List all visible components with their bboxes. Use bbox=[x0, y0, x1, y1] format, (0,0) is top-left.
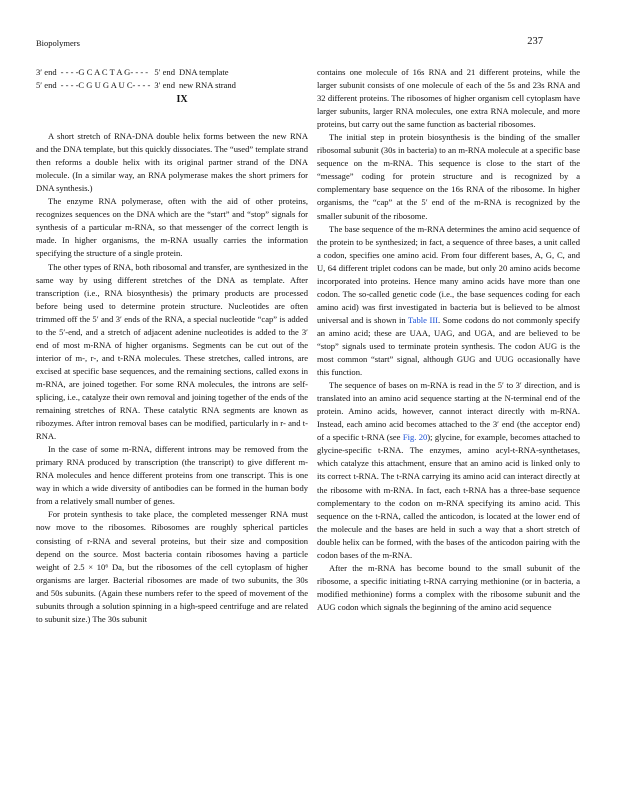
strand-sequence: - - - -G C A C T A G- - - - bbox=[60, 67, 149, 77]
journal-name: Biopolymers bbox=[36, 38, 80, 48]
strand-start: 5′ end bbox=[36, 80, 57, 90]
paragraph-text: . Some codons do not commonly specify an amino acid; these are UAA, UAG, and UGA, and are believed to be “stop” signals used to terminate protein synthesis. The codon AUG is the most common “start” signal, although GUG and UUG occasionally have this function. bbox=[317, 314, 580, 378]
paragraph: In the case of some m-RNA, different introns may be removed from the primary RNA produced by transcription (the transcript) to give different m-RNA molecules and hence different proteins from one transcript. This is one way in which a wide diversity of antibodies can be formed in the human body from a relatively small number of genes. bbox=[36, 444, 308, 507]
strand-label: DNA template bbox=[178, 67, 229, 77]
table-row bbox=[36, 79, 240, 92]
strand-sequence: - - - -C G U G A U C- - - - bbox=[60, 80, 151, 90]
paragraph: The other types of RNA, both ribosomal and transfer, are synthesized in the same way by using different stretches of the DNA as template. After transcription (i.e., RNA biosynthesis) the primary products are processed before being used to determine protein structure. Nucleotides are often trimmed off the 5′ and 3′ ends of the RNA, a special nucleotide “cap” is added to the 5′-end, and a stretch of adjacent adenine nucleotides is added to the 3′ end of most m-RNA of higher organisms. Segments can be cut out of the interior of m-, r-, and t-RNA molecules. These stretches, called introns, are excised at specific base sequences, and the remaining sections, called exons in m-RNA, are joined together. For some RNA molecules, the introns are self-splicing, i.e., catalyze their own removal and joining together of the ends of the remaining stretches of RNA. These catalytic RNA segments are known as ribozymes. After intron removal bases can be modified, particularly in r- and t-RNA. bbox=[36, 261, 308, 442]
page-number: 237 bbox=[527, 36, 543, 47]
paragraph bbox=[317, 379, 580, 562]
table-iii-link[interactable]: Table III bbox=[408, 314, 439, 325]
left-column bbox=[36, 66, 308, 626]
paragraph-text: The sequence of bases on m-RNA is read in the 5′ to 3′ direction, and is translated into an amino acid sequence starting at the N-terminal end of the protein. Amino acids, however, cannot interact directly with m-RNA. Instead, each amino acid becomes attached to the 3′ end (the acceptor end) of a specific t-RNA (see bbox=[317, 380, 580, 443]
paragraph: A short stretch of RNA-DNA double helix forms between the new RNA and the DNA template, but this quickly dissociates. The “used” template strand then reforms a double helix with its original partner strand of the DNA molecule. (In a similar way, an RNA polymerase makes the short primers for DNA synthesis.) bbox=[36, 131, 308, 194]
strand-label: new RNA strand bbox=[178, 80, 236, 90]
paragraph-text: The base sequence of the m-RNA determines the amino acid sequence of the protein to be synthesized; in fact, a sequence of three bases, a unit called a codon, specifies one amino acid. From four different bases, A, G, C, and U, 64 different triplet codons can be made, but only 20 amino acids become incorporated into proteins. Hence many amino acids have more than one codon. The so-called genetic code (i.e., the base sequences coding for each amino acid) was first investigated in bacteria but is believed to be almost universal and is shown in bbox=[317, 223, 580, 325]
strand-start: 3′ end bbox=[36, 67, 57, 77]
running-header bbox=[36, 38, 581, 52]
paragraph: contains one molecule of 16s RNA and 21 different proteins, while the larger subunit consists of one molecule of each of the 5s and 23s RNA and 32 different proteins. The ribosomes of higher organism cell cytoplasm have larger subunits, larger RNA molecules, one extra RNA molecule, and more proteins, but carry out the same function as bacterial ribosomes. bbox=[317, 67, 580, 130]
right-column bbox=[317, 66, 580, 614]
fig-20-link[interactable]: Fig. 20 bbox=[402, 432, 428, 443]
strand-end: 3′ end bbox=[154, 80, 175, 90]
paragraph: The initial step in protein biosynthesis is the binding of the smaller ribosomal subunit (30s in bacteria) to an m-RNA molecule at a specific base sequence on the m-RNA. This sequence is close to the start of the “message” coding for protein structure and is recognized by a complementary base sequence on the 16s RNA of the ribosome. In higher organisms, the “cap” at the 5′ end of the m-RNA is recognized by the smaller subunit of the ribosome. bbox=[317, 132, 580, 221]
paragraph: For protein synthesis to take place, the completed messenger RNA must now move to the ribosomes. Ribosomes are roughly spherical particles consisting of r-RNA and several proteins, but their size and composition depend on the source. Most bacteria contain ribosomes having a particle weight of 2.5 × 10⁶ Da, but the ribosomes of the cell cytoplasm of higher organisms are larger. Bacterial ribosomes are made of two subunits, the 30s and 50s subunits. (Again these numbers refer to the speed of movement of the subunits through a solution spinning in a high-speed centrifuge and are related to subunit size.) The 30s subunit bbox=[36, 509, 308, 624]
paragraph-text: ); glycine, for example, becomes attached to glycine-specific t-RNA. The enzymes, amino acyl-t-RNA-synthetases, which catalyze this attachment, ensure that an amino acid is linked only to its correct t-RNA. The t-RNA carrying its amino acid can interact directly at the ribosome with m-RNA. In fact, each t-RNA has a three-base sequence complementary to the codon on m-RNA specifying its amino acid. This sequence on the t-RNA, called the anticodon, is located at the lower end of the molecule and the bases are held in such a way that a short stretch of double helix can be formed, with the bases of the anticodon pairing with the codon bases of the m-RNA. bbox=[317, 432, 580, 560]
paragraph: After the m-RNA has become bound to the small subunit of the ribosome, a specific initiating t-RNA carrying methionine (or in bacteria, a modified methionine) forms a complex with the ribosome subunit and the AUG codon which signals the beginning of the amino acid sequence bbox=[317, 562, 580, 612]
section-number: IX bbox=[176, 94, 188, 105]
paragraph bbox=[317, 223, 580, 380]
paragraph: The enzyme RNA polymerase, often with the aid of other proteins, recognizes sequences on the DNA which are the “start” and “stop” signals for synthesis of a particular m-RNA, so that messenger of the correct length is made. In higher organisms, the m-RNA usually carries the information specifying the structure of a single protein. bbox=[36, 196, 308, 259]
strand-end: 5′ end bbox=[154, 67, 175, 77]
dna-sequence-table bbox=[36, 66, 240, 92]
table-row bbox=[36, 66, 240, 79]
